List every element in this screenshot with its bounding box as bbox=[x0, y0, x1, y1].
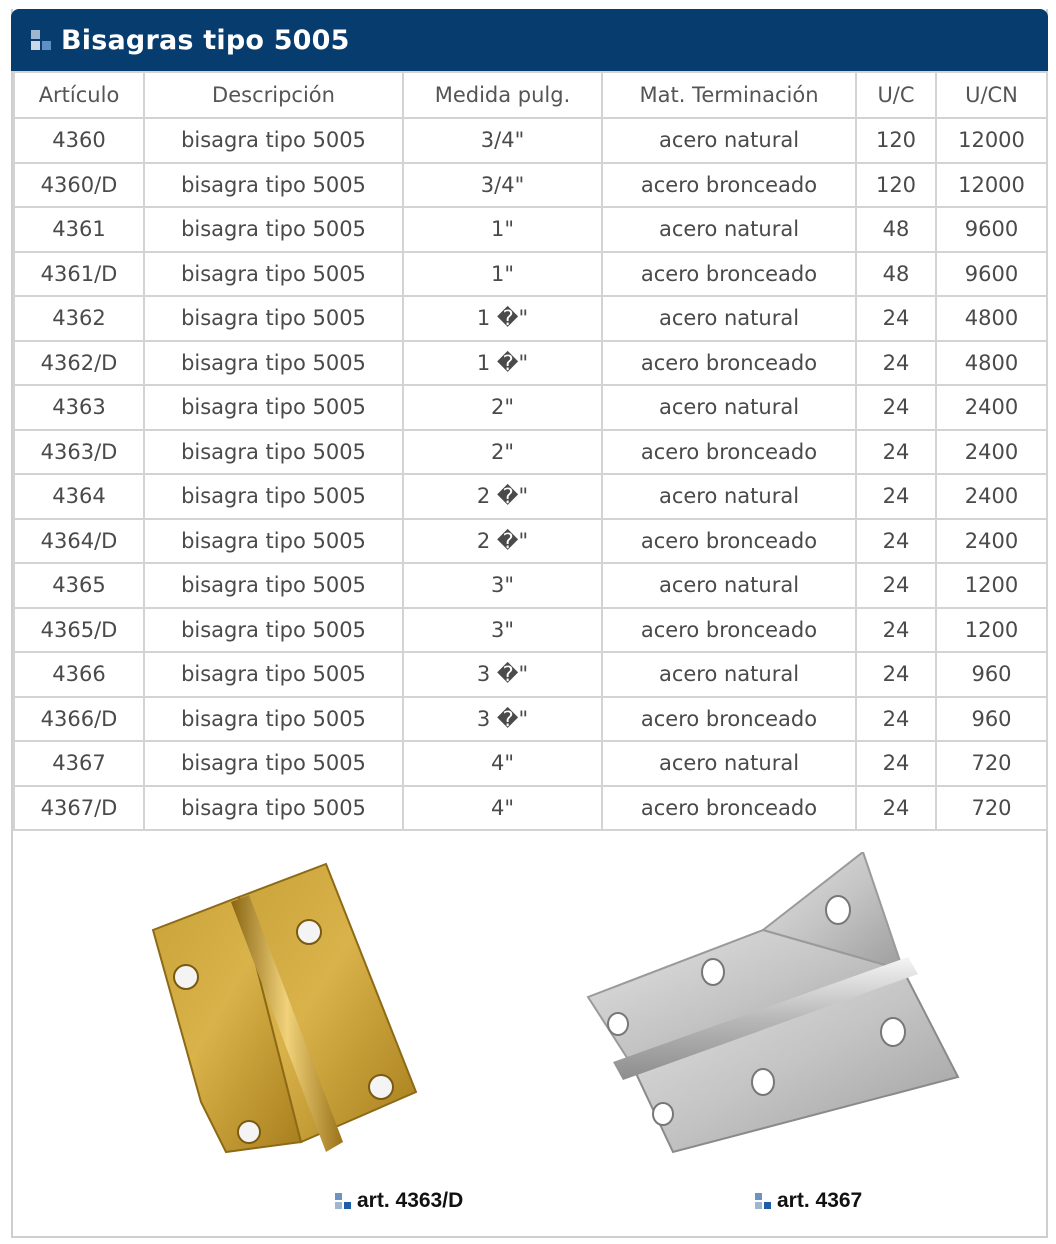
cell-uc: 24 bbox=[856, 786, 936, 831]
cell-medida: 4" bbox=[403, 741, 602, 786]
cell-material: acero natural bbox=[602, 563, 856, 608]
cell-descripcion: bisagra tipo 5005 bbox=[144, 563, 403, 608]
cell-uc: 120 bbox=[856, 163, 936, 208]
cell-material: acero bronceado bbox=[602, 697, 856, 742]
bullet-icon bbox=[335, 1193, 351, 1209]
cell-ucn: 4800 bbox=[936, 341, 1047, 386]
cell-uc: 48 bbox=[856, 252, 936, 297]
column-header-medida: Medida pulg. bbox=[403, 72, 602, 118]
cell-medida: 2 �" bbox=[403, 474, 602, 519]
table-header-row bbox=[14, 72, 1047, 118]
cell-articulo: 4367 bbox=[14, 741, 144, 786]
cell-medida: 3 �" bbox=[403, 697, 602, 742]
spec-table bbox=[13, 71, 1048, 831]
cell-articulo: 4363 bbox=[14, 385, 144, 430]
cell-material: acero natural bbox=[602, 207, 856, 252]
cell-ucn: 2400 bbox=[936, 430, 1047, 475]
cell-medida: 3/4" bbox=[403, 163, 602, 208]
cell-uc: 24 bbox=[856, 341, 936, 386]
cell-material: acero bronceado bbox=[602, 608, 856, 653]
cell-descripcion: bisagra tipo 5005 bbox=[144, 163, 403, 208]
table-row bbox=[14, 385, 1047, 430]
column-header-uc: U/C bbox=[856, 72, 936, 118]
cell-material: acero natural bbox=[602, 741, 856, 786]
bullet-icon bbox=[755, 1193, 771, 1209]
title-bar bbox=[11, 9, 1048, 71]
cell-articulo: 4361/D bbox=[14, 252, 144, 297]
cell-articulo: 4362 bbox=[14, 296, 144, 341]
cell-articulo: 4365/D bbox=[14, 608, 144, 653]
cell-material: acero natural bbox=[602, 385, 856, 430]
column-header-material: Mat. Terminación bbox=[602, 72, 856, 118]
table-row bbox=[14, 786, 1047, 831]
cell-descripcion: bisagra tipo 5005 bbox=[144, 608, 403, 653]
cell-uc: 120 bbox=[856, 118, 936, 163]
cell-material: acero natural bbox=[602, 296, 856, 341]
cell-medida: 1 �" bbox=[403, 296, 602, 341]
cell-ucn: 9600 bbox=[936, 252, 1047, 297]
cell-ucn: 720 bbox=[936, 786, 1047, 831]
table-row bbox=[14, 608, 1047, 653]
cell-articulo: 4367/D bbox=[14, 786, 144, 831]
table-row bbox=[14, 519, 1047, 564]
cell-ucn: 2400 bbox=[936, 474, 1047, 519]
table-row bbox=[14, 341, 1047, 386]
cell-descripcion: bisagra tipo 5005 bbox=[144, 474, 403, 519]
table-row bbox=[14, 252, 1047, 297]
cell-ucn: 1200 bbox=[936, 563, 1047, 608]
bullet-icon bbox=[31, 30, 51, 50]
cell-medida: 1" bbox=[403, 252, 602, 297]
cell-articulo: 4364 bbox=[14, 474, 144, 519]
table-row bbox=[14, 563, 1047, 608]
cell-material: acero natural bbox=[602, 474, 856, 519]
cell-medida: 1 �" bbox=[403, 341, 602, 386]
cell-articulo: 4362/D bbox=[14, 341, 144, 386]
product-panel bbox=[11, 9, 1048, 1238]
cell-material: acero bronceado bbox=[602, 163, 856, 208]
cell-articulo: 4361 bbox=[14, 207, 144, 252]
cell-descripcion: bisagra tipo 5005 bbox=[144, 207, 403, 252]
column-header-articulo: Artículo bbox=[14, 72, 144, 118]
steel-hinge-image bbox=[573, 852, 963, 1192]
cell-uc: 24 bbox=[856, 474, 936, 519]
cell-uc: 24 bbox=[856, 296, 936, 341]
caption-art-4363d bbox=[335, 1189, 463, 1213]
caption-art-4367 bbox=[755, 1189, 862, 1213]
cell-ucn: 2400 bbox=[936, 519, 1047, 564]
cell-descripcion: bisagra tipo 5005 bbox=[144, 519, 403, 564]
cell-material: acero bronceado bbox=[602, 341, 856, 386]
cell-material: acero bronceado bbox=[602, 519, 856, 564]
product-images bbox=[13, 827, 1046, 1237]
table-row bbox=[14, 118, 1047, 163]
cell-medida: 2" bbox=[403, 430, 602, 475]
cell-ucn: 720 bbox=[936, 741, 1047, 786]
table-row bbox=[14, 474, 1047, 519]
cell-material: acero bronceado bbox=[602, 430, 856, 475]
table-row bbox=[14, 652, 1047, 697]
cell-uc: 24 bbox=[856, 430, 936, 475]
cell-articulo: 4366/D bbox=[14, 697, 144, 742]
cell-medida: 3" bbox=[403, 563, 602, 608]
brass-hinge-image bbox=[131, 852, 421, 1187]
cell-medida: 3/4" bbox=[403, 118, 602, 163]
cell-ucn: 9600 bbox=[936, 207, 1047, 252]
cell-medida: 1" bbox=[403, 207, 602, 252]
cell-descripcion: bisagra tipo 5005 bbox=[144, 296, 403, 341]
cell-ucn: 960 bbox=[936, 652, 1047, 697]
cell-medida: 3 �" bbox=[403, 652, 602, 697]
cell-articulo: 4360 bbox=[14, 118, 144, 163]
cell-descripcion: bisagra tipo 5005 bbox=[144, 697, 403, 742]
cell-articulo: 4366 bbox=[14, 652, 144, 697]
cell-articulo: 4364/D bbox=[14, 519, 144, 564]
column-header-ucn: U/CN bbox=[936, 72, 1047, 118]
cell-ucn: 960 bbox=[936, 697, 1047, 742]
cell-medida: 4" bbox=[403, 786, 602, 831]
caption-text: art. 4363/D bbox=[357, 1189, 464, 1212]
cell-material: acero natural bbox=[602, 118, 856, 163]
cell-uc: 48 bbox=[856, 207, 936, 252]
cell-descripcion: bisagra tipo 5005 bbox=[144, 786, 403, 831]
cell-articulo: 4363/D bbox=[14, 430, 144, 475]
table-row bbox=[14, 296, 1047, 341]
cell-medida: 2 �" bbox=[403, 519, 602, 564]
cell-uc: 24 bbox=[856, 519, 936, 564]
cell-ucn: 12000 bbox=[936, 163, 1047, 208]
table-row bbox=[14, 741, 1047, 786]
cell-descripcion: bisagra tipo 5005 bbox=[144, 341, 403, 386]
cell-uc: 24 bbox=[856, 741, 936, 786]
cell-material: acero bronceado bbox=[602, 252, 856, 297]
cell-articulo: 4360/D bbox=[14, 163, 144, 208]
cell-medida: 3" bbox=[403, 608, 602, 653]
cell-medida: 2" bbox=[403, 385, 602, 430]
cell-descripcion: bisagra tipo 5005 bbox=[144, 430, 403, 475]
cell-ucn: 2400 bbox=[936, 385, 1047, 430]
table-row bbox=[14, 163, 1047, 208]
cell-descripcion: bisagra tipo 5005 bbox=[144, 252, 403, 297]
caption-text: art. 4367 bbox=[777, 1189, 863, 1212]
cell-descripcion: bisagra tipo 5005 bbox=[144, 652, 403, 697]
table-row bbox=[14, 430, 1047, 475]
cell-articulo: 4365 bbox=[14, 563, 144, 608]
cell-ucn: 4800 bbox=[936, 296, 1047, 341]
cell-uc: 24 bbox=[856, 652, 936, 697]
cell-material: acero natural bbox=[602, 652, 856, 697]
column-header-descripcion: Descripción bbox=[144, 72, 403, 118]
cell-uc: 24 bbox=[856, 385, 936, 430]
table-row bbox=[14, 697, 1047, 742]
cell-material: acero bronceado bbox=[602, 786, 856, 831]
cell-ucn: 12000 bbox=[936, 118, 1047, 163]
cell-descripcion: bisagra tipo 5005 bbox=[144, 741, 403, 786]
page-title: Bisagras tipo 5005 bbox=[61, 24, 350, 56]
cell-uc: 24 bbox=[856, 608, 936, 653]
cell-descripcion: bisagra tipo 5005 bbox=[144, 385, 403, 430]
table-row bbox=[14, 207, 1047, 252]
cell-uc: 24 bbox=[856, 697, 936, 742]
cell-ucn: 1200 bbox=[936, 608, 1047, 653]
cell-descripcion: bisagra tipo 5005 bbox=[144, 118, 403, 163]
cell-uc: 24 bbox=[856, 563, 936, 608]
